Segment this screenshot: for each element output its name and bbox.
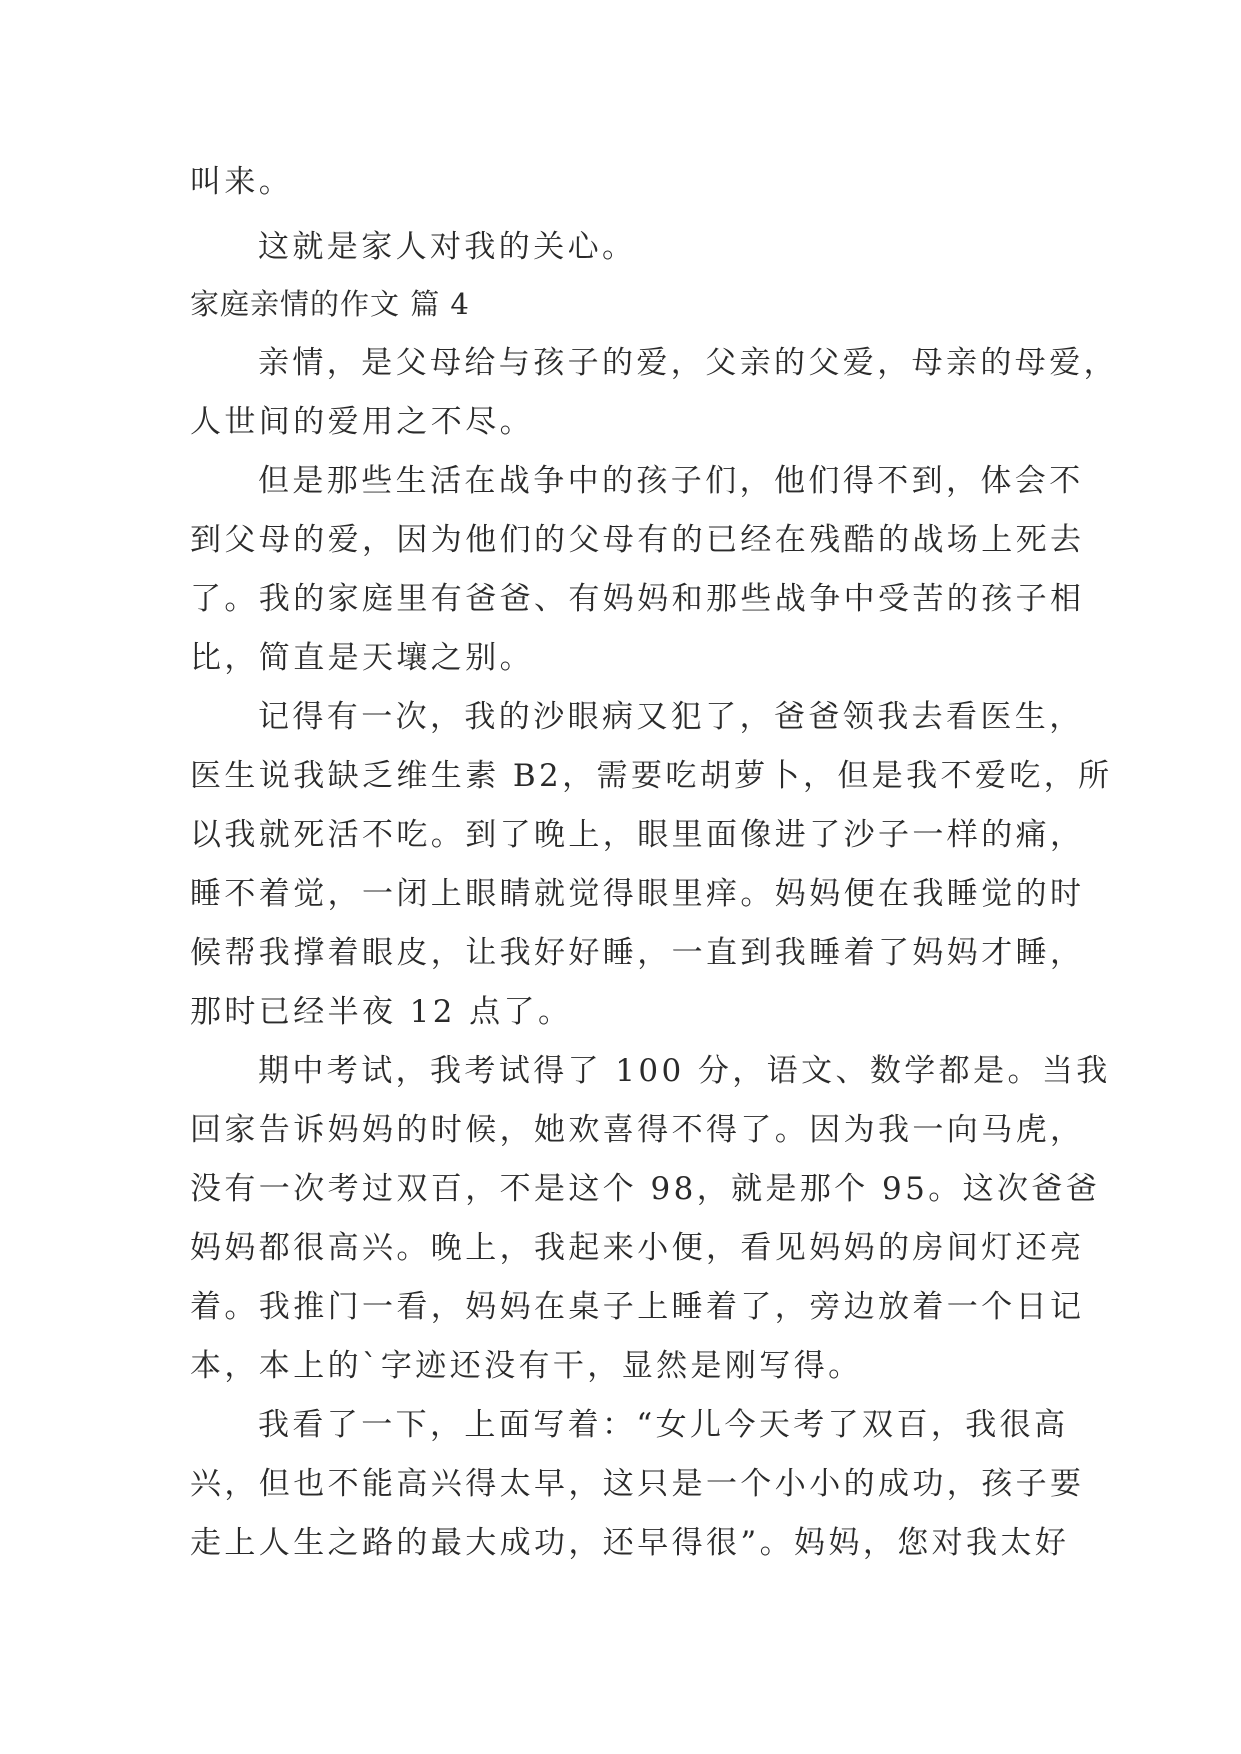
text-line: 我看了一下，上面写着：“女儿今天考了双百，我很高	[258, 1407, 1069, 1443]
text-line: 没有一次考过双百，不是这个 98，就是那个 95。这次爸爸	[190, 1171, 1101, 1207]
text-line: 比，简直是天壤之别。	[190, 640, 534, 676]
text-line: 这就是家人对我的关心。	[258, 229, 637, 265]
text-line: 了。我的家庭里有爸爸、有妈妈和那些战争中受苦的孩子相	[190, 581, 1085, 617]
text-line: 叫来。	[190, 164, 294, 200]
text-line: 兴，但也不能高兴得太早，这只是一个小小的成功，孩子要	[190, 1466, 1085, 1502]
text-line: 期中考试，我考试得了 100 分，语文、数学都是。当我	[258, 1053, 1111, 1089]
text-line: 记得有一次，我的沙眼病又犯了，爸爸领我去看医生，	[258, 699, 1084, 735]
text-line: 以我就死活不吃。到了晚上，眼里面像进了沙子一样的痛，	[190, 817, 1085, 853]
text-line: 着。我推门一看，妈妈在桌子上睡着了，旁边放着一个日记	[190, 1289, 1085, 1325]
text-line: 妈妈都很高兴。晚上，我起来小便，看见妈妈的房间灯还亮	[190, 1230, 1085, 1266]
section-heading: 家庭亲情的作文 篇 4	[190, 287, 470, 321]
text-line: 睡不着觉，一闭上眼睛就觉得眼里痒。妈妈便在我睡觉的时	[190, 876, 1085, 912]
text-line: 医生说我缺乏维生素 B2，需要吃胡萝卜，但是我不爱吃，所	[190, 758, 1113, 794]
text-line: 但是那些生活在战争中的孩子们，他们得不到，体会不	[258, 463, 1084, 499]
text-line: 人世间的爱用之不尽。	[190, 404, 534, 440]
text-line: 到父母的爱，因为他们的父母有的已经在残酷的战场上死去	[190, 522, 1085, 558]
text-line: 那时已经半夜 12 点了。	[190, 994, 573, 1030]
text-line: 本，本上的`字迹还没有干，显然是刚写得。	[190, 1348, 863, 1384]
text-line: 回家告诉妈妈的时候，她欢喜得不得了。因为我一向马虎，	[190, 1112, 1085, 1148]
text-line: 走上人生之路的最大成功，还早得很”。妈妈，您对我太好	[190, 1525, 1070, 1561]
text-line: 候帮我撑着眼皮，让我好好睡，一直到我睡着了妈妈才睡，	[190, 935, 1085, 971]
text-line: 亲情，是父母给与孩子的爱，父亲的父爱，母亲的母爱，	[258, 345, 1118, 381]
